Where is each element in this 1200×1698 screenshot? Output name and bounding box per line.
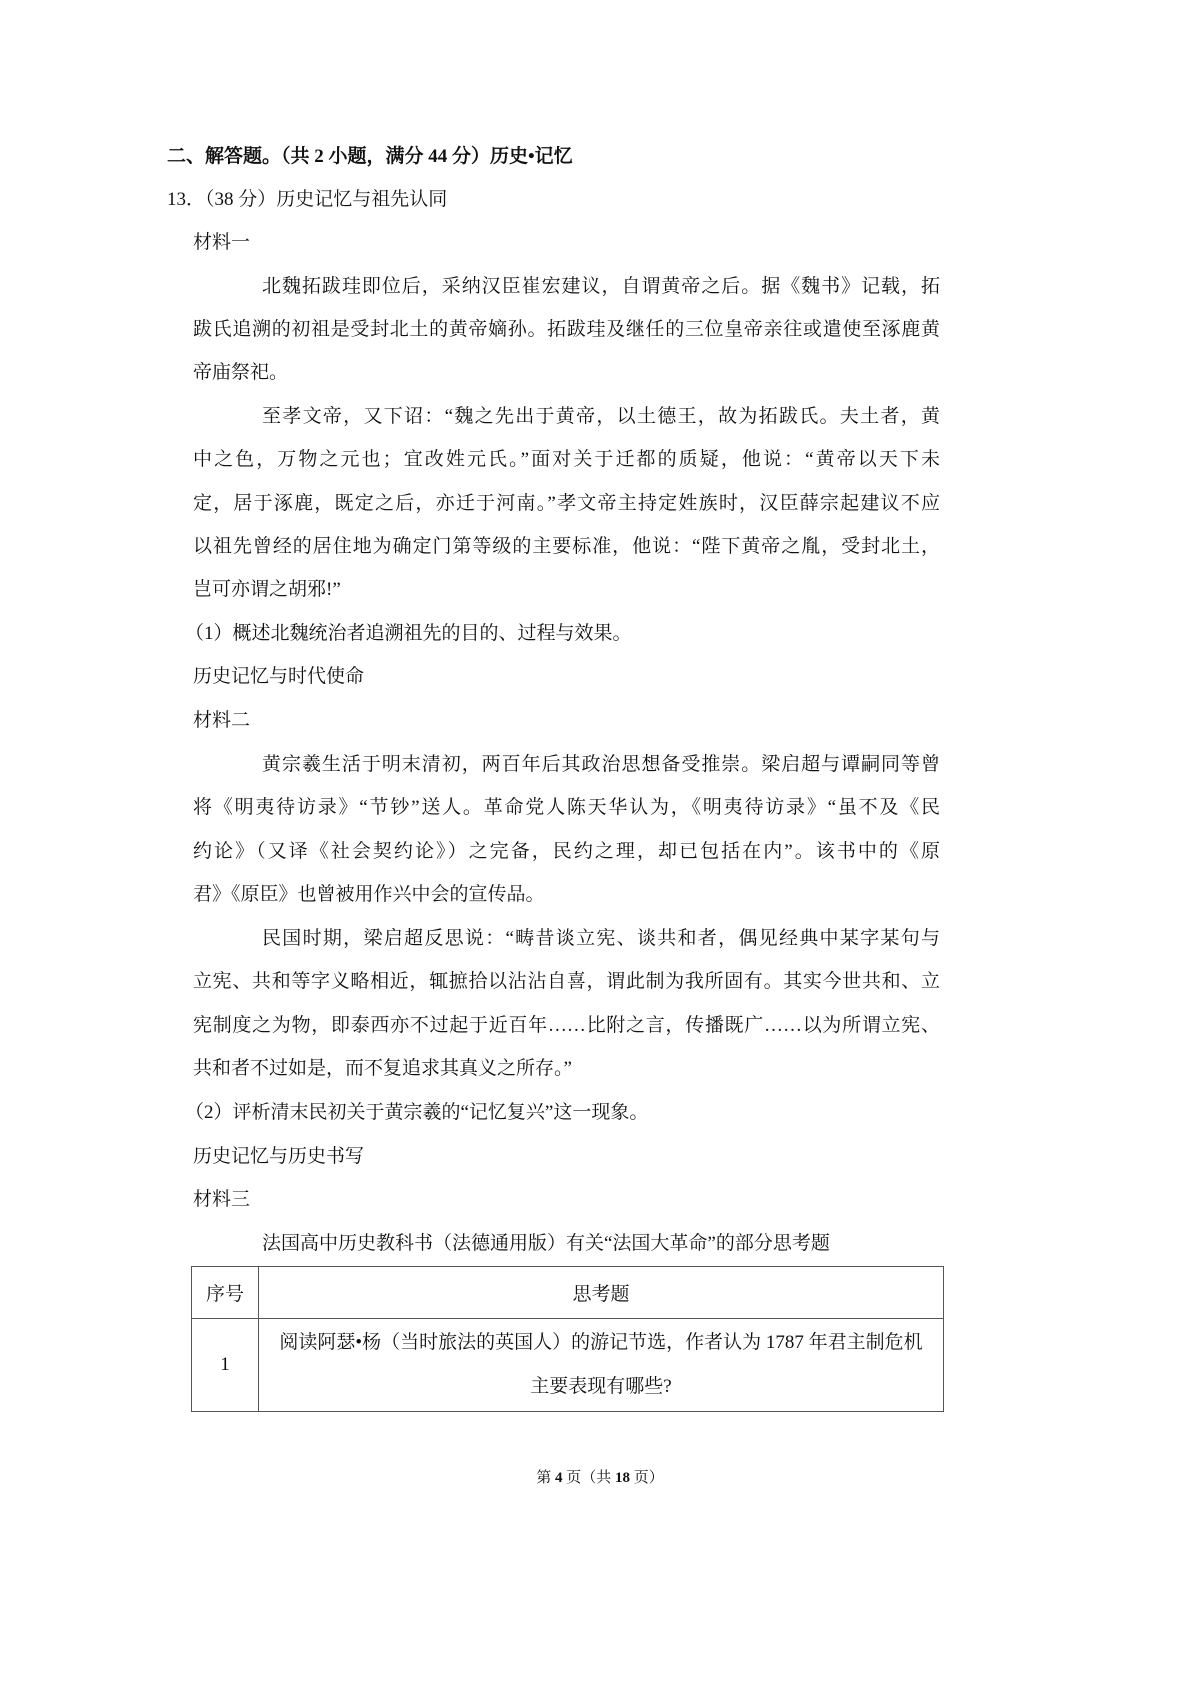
material1-line: 岂可亦谓之胡邪!” bbox=[193, 579, 341, 600]
table-header-row bbox=[192, 1267, 944, 1319]
material2-line: 黄宗羲生活于明末清初，两百年后其政治思想备受推崇。梁启超与谭嗣同等曾 bbox=[262, 754, 940, 775]
row-question bbox=[259, 1319, 944, 1412]
material1-label: 材料一 bbox=[193, 232, 251, 253]
material2-line: 将《明夷待访录》“节钞”送人。革命党人陈天华认为，《明夷待访录》“虽不及《民 bbox=[193, 797, 940, 818]
material1-line: 至孝文帝，又下诏：“魏之先出于黄帝，以土德王，故为拓跋氏。夫土者，黄 bbox=[262, 406, 940, 427]
theme-2: 历史记忆与时代使命 bbox=[193, 666, 365, 687]
material1-line: 跋氏追溯的初祖是受封北土的黄帝嫡孙。拓跋珪及继任的三位皇帝亲往或遣使至涿鹿黄 bbox=[193, 319, 940, 340]
material1-line: 以祖先曾经的居住地为确定门第等级的主要标准，他说：“陛下黄帝之胤，受封北土， bbox=[193, 536, 940, 557]
footer-middle: 页（共 bbox=[562, 1470, 615, 1486]
page-footer bbox=[0, 1466, 1200, 1487]
theme-3: 历史记忆与历史书写 bbox=[193, 1146, 365, 1167]
footer-prefix: 第 bbox=[536, 1470, 555, 1486]
material2-line: 宪制度之为物，即泰西亦不过起于近百年……比附之言，传播既广……以为所谓立宪、 bbox=[193, 1015, 940, 1036]
table-caption: 法国高中历史教科书（法德通用版）有关“法国大革命”的部分思考题 bbox=[262, 1233, 830, 1254]
sub-question-1: （1）概述北魏统治者追溯祖先的目的、过程与效果。 bbox=[185, 623, 632, 644]
material2-line: 君》《原臣》也曾被用作兴中会的宣传品。 bbox=[193, 884, 545, 905]
section-heading: 二、解答题。（共 2 小题，满分 44 分）历史•记忆 bbox=[167, 146, 573, 167]
page-total: 18 bbox=[615, 1470, 630, 1486]
page-number: 4 bbox=[554, 1470, 563, 1486]
material1-line: 帝庙祭祀。 bbox=[193, 362, 289, 383]
sub-question-2: （2）评析清末民初关于黄宗羲的“记忆复兴”这一现象。 bbox=[185, 1102, 649, 1123]
material1-line: 定，居于涿鹿，既定之后，亦迁于河南。”孝文帝主持定姓族时，汉臣薛宗起建议不应 bbox=[193, 493, 940, 514]
material1-line: 中之色，万物之元也；宜改姓元氏。”面对关于迁都的质疑，他说：“黄帝以天下未 bbox=[193, 449, 940, 470]
header-question: 思考题 bbox=[259, 1267, 944, 1319]
material2-line: 共和者不过如是，而不复追求其真义之所存。” bbox=[193, 1058, 572, 1079]
row-question-line: 主要表现有哪些? bbox=[530, 1376, 672, 1397]
material2-line: 民国时期，梁启超反思说：“畴昔谈立宪、谈共和者，偶见经典中某字某句与 bbox=[262, 928, 940, 949]
questions-table bbox=[191, 1266, 944, 1412]
material2-line: 立宪、共和等字义略相近，辄摭拾以沾沾自喜，谓此制为我所固有。其实今世共和、立 bbox=[193, 971, 940, 992]
row-number: 1 bbox=[192, 1319, 259, 1412]
table-row bbox=[192, 1319, 944, 1412]
footer-suffix: 页） bbox=[630, 1470, 664, 1486]
material2-label: 材料二 bbox=[193, 710, 251, 731]
question-title: 13．（38 分）历史记忆与祖先认同 bbox=[167, 189, 448, 210]
material1-line: 北魏拓跋珪即位后，采纳汉臣崔宏建议，自谓黄帝之后。据《魏书》记载，拓 bbox=[262, 276, 940, 297]
material3-label: 材料三 bbox=[193, 1189, 251, 1210]
header-number: 序号 bbox=[192, 1267, 259, 1319]
material2-line: 约论》（又译《社会契约论》）之完备，民约之理，却已包括在内”。该书中的《原 bbox=[193, 841, 940, 862]
row-question-line: 阅读阿瑟•杨（当时旅法的英国人）的游记节选，作者认为 1787 年君主制危机 bbox=[279, 1332, 923, 1353]
